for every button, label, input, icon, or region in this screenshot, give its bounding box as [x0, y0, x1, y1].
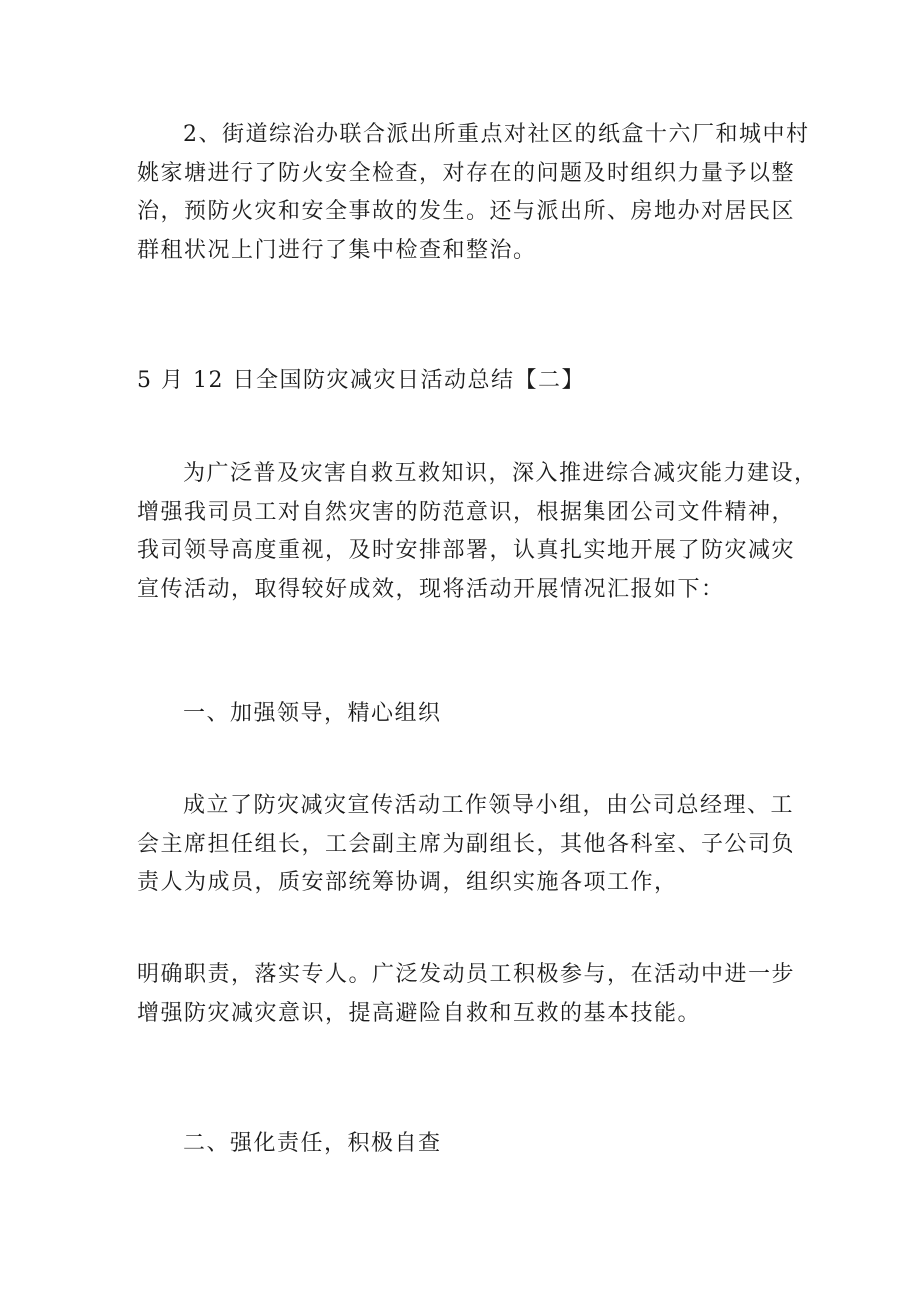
text-line: 2、街道综治办联合派出所重点对社区的纸盒十六厂和城中村 — [183, 122, 810, 147]
text-line: 责人为成员，质安部统筹协调，组织实施各项工作， — [137, 870, 678, 895]
paragraph-leading-group — [137, 787, 807, 903]
heading-text: 5 月 12 日全国防灾减灾日活动总结【二】 — [137, 368, 585, 393]
text-line: 宣传活动，取得较好成效，现将活动开展情况汇报如下： — [137, 576, 725, 602]
text-line: 增强我司员工对自然灾害的防范意识，根据集团公司文件精神， — [137, 499, 796, 525]
paragraph-fire-safety-inspection — [137, 116, 810, 270]
section-title-text: 一、加强领导，精心组织 — [183, 701, 442, 726]
text-line: 会主席担任组长，工会副主席为副组长，其他各科室、子公司负 — [137, 831, 796, 857]
text-line: 姚家塘进行了防火安全检查，对存在的问题及时组织力量予以整 — [137, 160, 796, 186]
section-title-text: 二、强化责任，积极自查 — [183, 1131, 442, 1156]
text-line: 治，预防火灾和安全事故的发生。还与派出所、房地办对居民区 — [137, 199, 796, 224]
paragraph-introduction — [137, 455, 818, 609]
text-line: 我司领导高度重视，及时安排部署，认真扎实地开展了防灾减灾 — [137, 538, 796, 563]
text-line: 成立了防灾减灾宣传活动工作领导小组，由公司总经理、工 — [183, 793, 795, 818]
section-title-leadership — [137, 695, 807, 734]
section-title-responsibility — [137, 1125, 807, 1164]
text-line: 明确职责，落实专人。广泛发动员工积极参与，在活动中进一步 — [137, 962, 796, 987]
text-line: 为广泛普及灾害自救互救知识，深入推进综合减灾能力建设， — [183, 461, 818, 486]
text-line: 群租状况上门进行了集中检查和整治。 — [137, 237, 537, 263]
section-heading-summary-two — [137, 362, 807, 401]
text-line: 增强防灾减灾意识，提高避险自救和互救的基本技能。 — [137, 1000, 702, 1026]
paragraph-responsibilities — [137, 956, 807, 1033]
